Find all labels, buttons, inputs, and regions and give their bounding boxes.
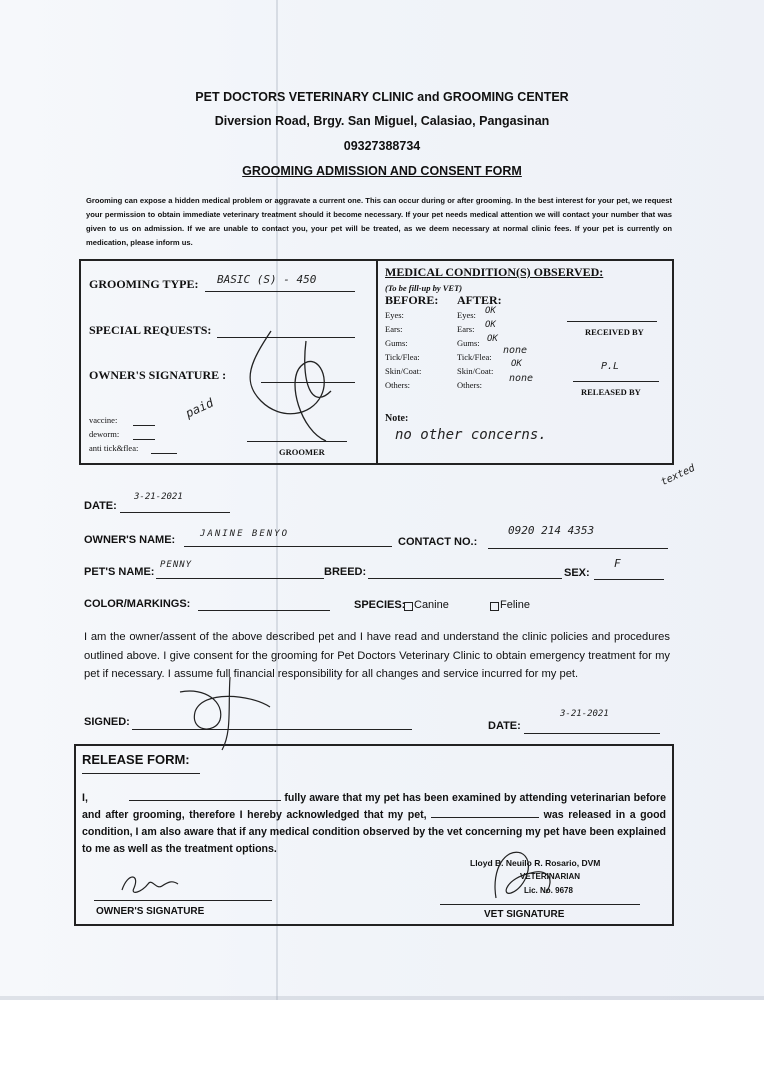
grooming-type-line <box>205 291 355 292</box>
color-line <box>198 610 330 611</box>
after-label: AFTER: <box>457 293 502 307</box>
received-by-line <box>567 321 657 322</box>
release-pet-blank[interactable] <box>431 807 539 818</box>
consent-date-value[interactable]: 3-21-2021 <box>560 709 609 719</box>
date-line <box>120 512 230 513</box>
before-label: BEFORE: <box>385 293 439 307</box>
note-value[interactable]: no other concerns. <box>395 427 547 443</box>
after-eyes-value[interactable]: OK <box>485 306 496 316</box>
color-label: COLOR/MARKINGS: <box>84 598 191 610</box>
paid-note: paid <box>183 395 216 421</box>
owner-name-label: OWNER'S NAME: <box>84 534 176 546</box>
release-i-label: I, <box>82 792 88 804</box>
owner-name-line <box>184 546 392 547</box>
before-skincoat: Skin/Coat: <box>385 366 422 376</box>
consent-paragraph: I am the owner/assent of the above described pet and I have read and understand the clinic policies and procedures outlined above. I give consent for the grooming for Pet Doctors Veterinary Clinic to obtain emergency treatment for my pet if necessary. I assume full financial responsibility for all changes and service incurred for my pet. <box>84 631 670 680</box>
box-divider <box>376 261 378 463</box>
groomer-line <box>247 441 347 442</box>
owner-name-value[interactable]: JANINE BENYO <box>200 529 290 539</box>
release-part2: was released in a good condition, I am also aware that if any medical condition observed by the vet concerning my pet have been explained to me as well as the treatment options. <box>82 809 667 855</box>
feline-label: Feline <box>500 599 530 611</box>
release-box <box>74 744 674 926</box>
released-by-value[interactable]: P.L <box>601 361 620 372</box>
canine-label: Canine <box>414 599 449 611</box>
owner-release-signature-scribble <box>116 868 186 900</box>
species-label: SPECIES: <box>354 599 406 611</box>
vet-stamp-title: VETERINARIAN <box>520 872 581 881</box>
date-label: DATE: <box>84 500 117 512</box>
after-others-value[interactable]: none <box>509 373 534 384</box>
vaccine-line <box>133 425 155 426</box>
date-value[interactable]: 3-21-2021 <box>134 492 183 502</box>
vaccine-label: vaccine: <box>89 415 118 425</box>
release-title: RELEASE FORM: <box>82 752 190 767</box>
texted-note: texted <box>659 462 697 489</box>
clinic-phone: 09327388734 <box>343 139 421 153</box>
clinic-address: Diversion Road, Brgy. San Miguel, Calasiao, Pangasinan <box>214 114 550 128</box>
paper-edge <box>0 996 764 1000</box>
vet-stamp-lic: Lic. No. 9678 <box>524 886 573 895</box>
vet-signature-label: VET SIGNATURE <box>484 909 565 920</box>
groomer-label: GROOMER <box>279 447 325 457</box>
before-ears: Ears: <box>385 324 403 334</box>
after-skincoat-value[interactable]: OK <box>511 359 522 369</box>
release-part1: fully aware that my pet has been examined by attending veterinarian before and after grooming, therefore I hereby acknowledged that my pet, <box>82 792 666 821</box>
note-label: Note: <box>385 413 409 424</box>
grooming-medical-box <box>79 259 674 465</box>
special-requests-label: SPECIAL REQUESTS: <box>89 323 212 337</box>
after-tickflea-label: Tick/Flea: <box>457 352 492 362</box>
after-tickflea-value[interactable]: none <box>503 345 528 356</box>
after-ears-label: Ears: <box>457 324 475 334</box>
released-by-label: RELEASED BY <box>581 387 641 397</box>
grooming-type-value[interactable]: BASIC (S) - 450 <box>217 273 317 286</box>
vet-signature-scribble <box>476 838 566 908</box>
after-others-label: Others: <box>457 380 483 390</box>
antitick-label: anti tick&flea: <box>89 443 139 453</box>
before-tickflea: Tick/Flea: <box>385 352 420 362</box>
before-eyes: Eyes: <box>385 310 404 320</box>
release-paragraph <box>82 790 666 858</box>
consent-date-line <box>524 733 660 734</box>
owner-signature-scribble <box>231 321 351 451</box>
received-by-label: RECEIVED BY <box>585 327 644 337</box>
release-title-underline <box>82 773 200 774</box>
before-others: Others: <box>385 380 411 390</box>
vet-stamp-name: Lloyd B. Neuilo R. Rosario, DVM <box>470 858 601 868</box>
released-by-line <box>573 381 659 382</box>
consent-date-label: DATE: <box>488 720 521 732</box>
medical-title: MEDICAL CONDITION(S) OBSERVED: <box>385 265 604 279</box>
deworm-label: deworm: <box>89 429 120 439</box>
deworm-line <box>133 439 155 440</box>
after-ears-value[interactable]: OK <box>485 320 496 330</box>
after-eyes-label: Eyes: <box>457 310 476 320</box>
clinic-name: PET DOCTORS VETERINARY CLINIC and GROOMING CENTER <box>195 90 569 104</box>
after-gums-label: Gums: <box>457 338 480 348</box>
breed-label: BREED: <box>324 566 367 578</box>
pet-name-line <box>156 578 324 579</box>
consent-signature-scribble <box>150 672 290 752</box>
owner-signature-release-label: OWNER'S SIGNATURE <box>96 906 205 917</box>
contact-value[interactable]: 0920 214 4353 <box>508 524 595 537</box>
vet-signature-line <box>440 904 640 905</box>
contact-line <box>488 548 668 549</box>
owner-signature-release-line <box>94 900 272 901</box>
pet-name-label: PET'S NAME: <box>84 566 155 578</box>
after-skincoat-label: Skin/Coat: <box>457 366 494 376</box>
sex-label: SEX: <box>564 567 590 579</box>
medical-subtitle: (To be fill-up by VET) <box>385 283 463 293</box>
before-gums: Gums: <box>385 338 408 348</box>
feline-checkbox[interactable] <box>490 602 499 611</box>
grooming-type-label: GROOMING TYPE: <box>89 277 199 291</box>
release-owner-blank[interactable] <box>129 790 281 801</box>
breed-line <box>368 578 562 579</box>
after-gums-value[interactable]: OK <box>487 334 498 344</box>
form-title: GROOMING ADMISSION AND CONSENT FORM <box>242 164 522 178</box>
owner-signature-label: OWNER'S SIGNATURE : <box>89 368 227 382</box>
canine-checkbox[interactable] <box>404 602 413 611</box>
pet-name-value[interactable]: PENNY <box>160 560 193 570</box>
antitick-line <box>151 453 177 454</box>
contact-label: CONTACT NO.: <box>398 536 478 548</box>
sex-value[interactable]: F <box>614 557 621 570</box>
sex-line <box>594 579 664 580</box>
intro-paragraph: Grooming can expose a hidden medical problem or aggravate a current one. This can occur during or after grooming. In the best interest for your pet, we request your permission to obtain immediate veterinary treatment should it become necessary. If your pet needs medical attention we will contact your number that was given to us on admission. If we are unable to contact you, your pet will be treated, as we deem necessary at normal clinic fees. If your pet is currently on medication, please inform us. <box>86 196 672 247</box>
signed-label: SIGNED: <box>84 716 130 728</box>
